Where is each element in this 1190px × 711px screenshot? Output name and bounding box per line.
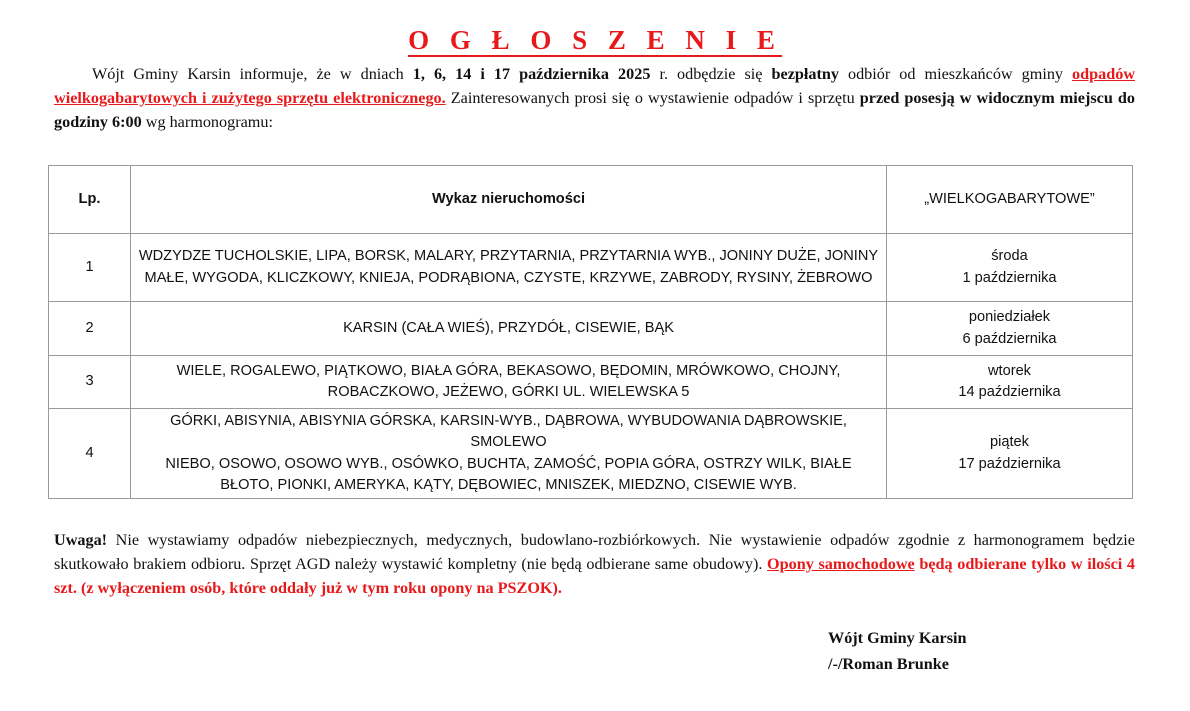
row-lp: 4 [49,409,131,499]
places-text: NIEBO, OSOWO, OSOWO WYB., OSÓWKO, BUCHTA, ZAMOŚĆ, POPIA GÓRA, OSTRZY WILK, BIAŁE BŁOTO, PIONKI, AMERYKA, KĄTY, DĘBOWIEC, MNISZEK, MIEDZNO, CISEWIE WYB. [165,455,852,493]
row-day: poniedziałek [968,309,1051,325]
row-date-cell [887,234,1133,302]
warning-tires: Opony samochodowe [767,555,915,573]
row-date-cell [887,356,1133,409]
table-header-row [49,166,1133,234]
signature-block [828,625,967,677]
table-row [49,302,1133,356]
table-row [49,356,1133,409]
row-lp: 3 [49,356,131,409]
row-places [131,409,887,499]
places-text: GÓRKI, ABISYNIA, ABISYNIA GÓRSKA, KARSIN-WYB., DĄBROWA, WYBUDOWANIA DĄBROWSKIE, SMOLEWO [170,412,847,450]
intro-text-5: wg harmonogramu: [141,113,273,131]
row-places [131,302,887,356]
row-date: 1 października [962,269,1057,286]
row-lp: 1 [49,234,131,302]
intro-waste-type: odpadów wielkogabarytowych i zużytego sprzętu elektronicznego. [54,65,1136,107]
intro-text-2: r. odbędzie się [650,65,772,83]
warning-text: Nie wystawiamy odpadów niebezpiecznych, medycznych, budowlano-rozbiórkowych. Nie wystawienie odpadów zgodnie z harmonogramem będzie skutkowało brakiem odbioru. Sprzęt AGD należy wystawić kompletny (nie będą odbierane same obudowy). [54,531,1135,573]
signature-name: /-/Roman Brunke [828,655,949,673]
row-day: wtorek [988,362,1031,379]
announcement-title-text: O G Ł O S Z E N I E [408,25,782,55]
warning-paragraph [54,528,1135,600]
warning-tires-rest: będą odbierane tylko w ilości 4 szt. (z wyłączeniem osób, które oddały już w tym roku opony na PSZOK). [54,555,1136,597]
intro-text-3: odbiór od mieszkańców gminy [838,65,1073,83]
row-day: środa [991,248,1028,264]
table-row [49,409,1133,499]
announcement-title [0,24,1190,56]
intro-where: przed posesją w widocznym miejscu do godziny 6:00 [54,89,1136,131]
intro-text-4: Zainteresowanych prosi się o wystawienie odpadów i sprzętu [445,89,860,107]
row-date: 17 października [958,455,1061,472]
row-date-cell [887,409,1133,499]
row-places [131,234,887,302]
intro-text-1: Wójt Gminy Karsin informuje, że w dniach [92,65,413,83]
row-date: 6 października [962,330,1057,347]
signature-title: Wójt Gminy Karsin [828,629,967,647]
places-text: KARSIN (CAŁA WIEŚ), PRZYDÓŁ, CISEWIE, BĄK [343,319,674,336]
places-text: WDZYDZE TUCHOLSKIE, LIPA, BORSK, MALARY, PRZYTARNIA, PRZYTARNIA WYB., JONINY DUŻE, JONINY MAŁE, WYGODA, KLICZKOWY, KNIEJA, PODRĄBIONA, CZYSTE, KRZYWE, ZABRODY, RYSINY, ŻEBROWO [138,248,879,286]
row-day: piątek [990,434,1029,450]
places-text: WIELE, ROGALEWO, PIĄTKOWO, BIAŁA GÓRA, BEKASOWO, BĘDOMIN, MRÓWKOWO, CHOJNY, ROBACZKOWO, JEŻEWO, GÓRKI UL. WIELEWSKA 5 [176,362,841,400]
row-date-cell [887,302,1133,356]
table-row [49,234,1133,302]
header-places: Wykaz nieruchomości [131,166,887,234]
intro-paragraph [54,62,1135,134]
row-lp: 2 [49,302,131,356]
header-waste-type: „WIELKOGABARYTOWE” [887,166,1133,234]
intro-free: bezpłatny [771,65,839,83]
row-date: 14 października [958,384,1061,400]
row-places [131,356,887,409]
warning-label: Uwaga! [54,531,108,549]
schedule-table [48,165,1133,499]
header-lp: Lp. [49,166,131,234]
intro-dates: 1, 6, 14 i 17 października 2025 [412,65,651,83]
